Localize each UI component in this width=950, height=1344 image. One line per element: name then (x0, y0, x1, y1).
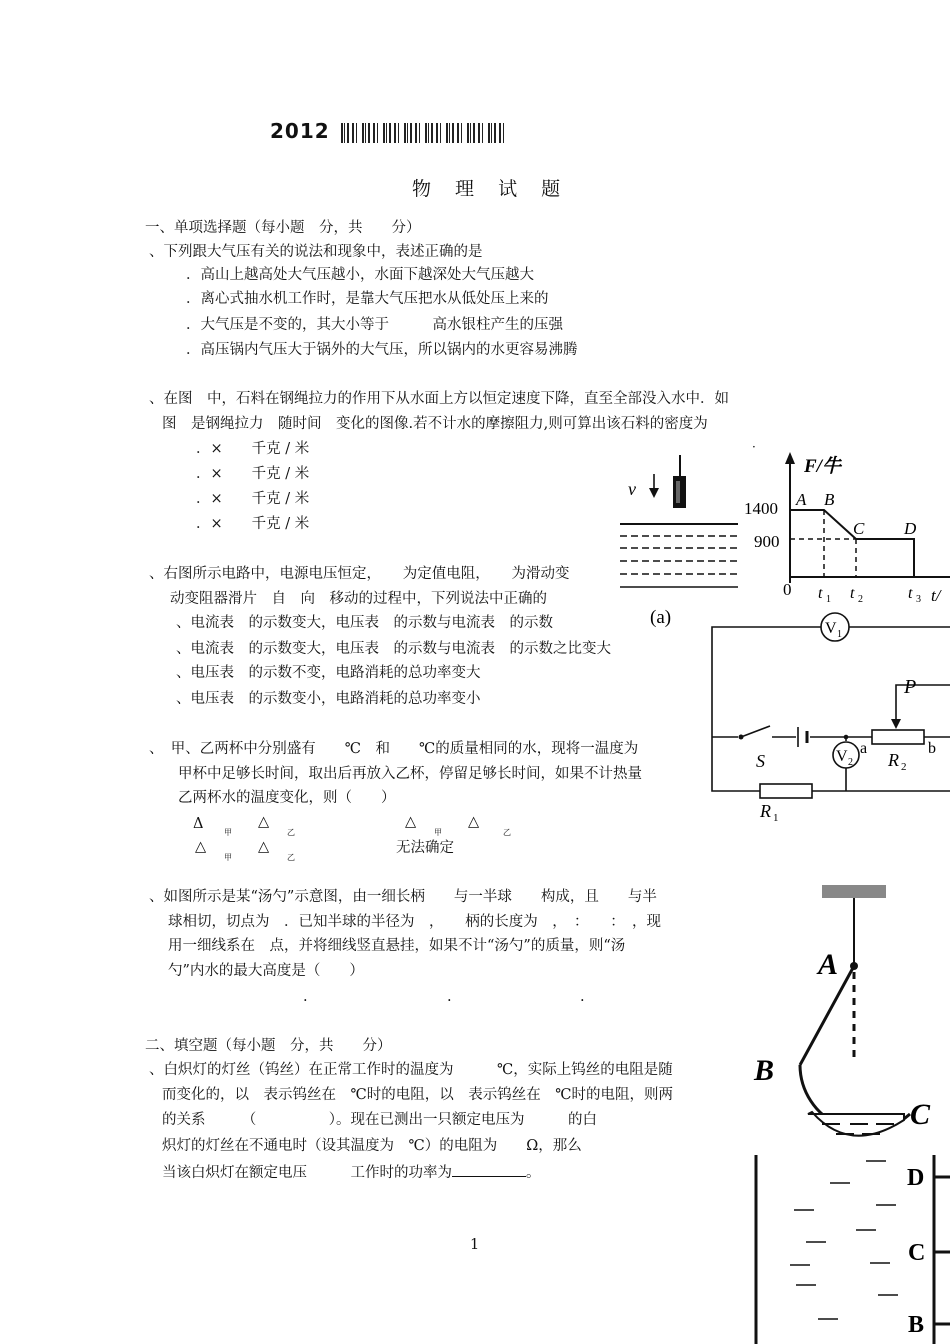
force-curve (790, 510, 914, 577)
measuring-container (750, 1155, 950, 1344)
q4-sub-yi-b: 乙 (503, 828, 511, 837)
point-c: C (853, 519, 865, 538)
resistor-r2 (872, 730, 924, 744)
section2-heading: 二、填空题（每小题 分，共 分） (145, 1038, 392, 1054)
r2-label: R (888, 750, 899, 770)
figure-b-force-graph (740, 450, 950, 610)
q4-stem-line1: 、 甲、乙两杯中分别盛有 ℃ 和 ℃的质量相同的水，现将一温度为 (149, 741, 639, 757)
q5-option-dot-b: . (447, 989, 452, 1005)
v2-label: V (836, 748, 848, 765)
terminal-a: a (860, 740, 868, 757)
q4-option-b-triangle2: △ (468, 814, 480, 830)
q6-line2: 而变化的，以 表示钨丝在 ℃时的电阻，以 表示钨丝在 ℃时的电阻，则两 (162, 1087, 673, 1103)
q6-line5 (162, 1162, 541, 1182)
switch-label: S (756, 751, 765, 771)
q2-option-b: ．× 千克 / 米 (196, 466, 310, 482)
q6-answer-blank[interactable] (452, 1162, 526, 1177)
q4-option-a-symbol: Δ (193, 816, 204, 832)
r1-label: R (760, 801, 771, 821)
switch-blade (741, 726, 770, 737)
q2-stem-line1: 、在图 中，石料在钢绳拉力的作用下从水面上方以恒定速度下降，直至全部没入水中．如 (149, 391, 729, 407)
dot-mark: · (752, 440, 756, 454)
q6-line5-text: 当该白炽灯在额定电压 工作时的功率为 (162, 1165, 452, 1181)
q4-sub-jia-b: 甲 (434, 828, 442, 837)
q2-option-c: ．× 千克 / 米 (196, 491, 310, 507)
t2-label: t (850, 585, 855, 602)
q4-sub-jia-c: 甲 (224, 853, 232, 862)
f-axis-arrow (785, 452, 795, 464)
junction-v2 (844, 735, 849, 740)
v1-sub: 1 (837, 629, 842, 640)
wire-outer (712, 627, 950, 791)
q1-option-d: ．高压锅内气压大于锅外的大气压，所以锅内的水更容易沸腾 (186, 342, 578, 358)
q4-option-c-triangle2: △ (258, 839, 270, 855)
q5-option-dot-c: . (580, 989, 585, 1005)
stone-shade (676, 481, 680, 503)
t3-label: t (908, 585, 913, 602)
slider-arrow (891, 719, 901, 729)
q1-option-b: ．离心式抽水机工作时，是靠大气压把水从低处压上来的 (186, 291, 549, 307)
q6-line4: 炽灯的灯丝在不通电时（设其温度为 ℃）的电阻为 Ω，那么 (162, 1138, 582, 1154)
scale-label-c: C (908, 1240, 926, 1266)
q4-option-d: 无法确定 (396, 840, 454, 856)
q6-line5-end: 。 (526, 1165, 541, 1181)
t-axis-label: t/ (931, 586, 941, 605)
q5-stem-line1: 、如图所示是某“汤勺”示意图，由一细长柄 与一半球 构成，且 与半 (149, 889, 657, 905)
q3-option-b: 、电流表 的示数变大，电压表 的示数与电流表 的示数之比变大 (176, 641, 611, 657)
spoon-label-b: B (754, 1054, 775, 1087)
q4-option-a-triangle: △ (258, 814, 270, 830)
exam-title (270, 119, 506, 143)
t1-label: t (818, 585, 823, 602)
q3-option-d: 、电压表 的示数变小，电路消耗的总功率变小 (176, 691, 481, 707)
point-a: A (796, 490, 807, 509)
exam-title-text: 2012 (270, 119, 338, 143)
q4-option-b-triangle1: △ (405, 814, 417, 830)
y-tick-1400: 1400 (744, 499, 778, 518)
q1-option-a: ．高山上越高处大气压越小，水面下越深处大气压越大 (186, 267, 534, 283)
spoon-diagram (750, 880, 950, 1158)
q2-stem-line2: 图 是钢绳拉力 随时间 变化的图像.若不计水的摩擦阻力,则可算出该石料的密度为 (162, 416, 708, 432)
spoon-label-c: C (910, 1098, 931, 1131)
subject-title: 物 理 试 题 (412, 178, 570, 200)
origin-label: 0 (783, 580, 792, 599)
t3-sub: 3 (916, 594, 921, 605)
circuit-diagram (700, 605, 950, 827)
page-number: 1 (470, 1237, 480, 1253)
q4-sub-jia-a: 甲 (224, 828, 232, 837)
y-tick-900: 900 (754, 532, 780, 551)
scale-label-b: B (908, 1312, 925, 1338)
terminal-b: b (928, 740, 936, 757)
r1-sub: 1 (773, 812, 779, 824)
scale-label-d: D (907, 1165, 925, 1191)
section1-heading: 一、单项选择题（每小题 分，共 分） (145, 220, 421, 236)
q3-stem-line1: 、右图所示电路中，电源电压恒定， 为定值电阻， 为滑动变 (149, 566, 570, 582)
resistor-r1 (760, 784, 812, 798)
q3-stem-line2: 动变阻器滑片 自 向 移动的过程中，下列说法中正确的 (170, 591, 547, 607)
figure-a-caption: (a) (650, 607, 672, 628)
q4-sub-yi-c: 乙 (287, 853, 295, 862)
q5-option-dot-a: . (303, 989, 308, 1005)
spoon-label-a: A (818, 948, 839, 981)
q5-stem-line2: 球相切，切点为 ．已知半球的半径为 ， 柄的长度为 ， ： ： ，现 (168, 914, 661, 930)
q2-option-a: ．× 千克 / 米 (196, 441, 310, 457)
q4-sub-yi-a: 乙 (287, 828, 295, 837)
point-b: B (824, 490, 835, 509)
q5-stem-line4: 勺”内水的最大高度是（ ） (168, 963, 364, 979)
ceiling-mount (822, 885, 886, 898)
q3-option-c: 、电压表 的示数不变，电路消耗的总功率变大 (176, 665, 481, 681)
q5-stem-line3: 用一细线系在 点，并将细线竖直悬挂，如果不计“汤勺”的质量，则“汤 (168, 938, 626, 954)
q3-option-a: 、电流表 的示数变大，电压表 的示数与电流表 的示数 (176, 615, 553, 631)
q1-stem: 、下列跟大气压有关的说法和现象中，表述正确的是 (149, 244, 483, 260)
point-d: D (904, 519, 917, 538)
velocity-arrow-head (649, 488, 659, 498)
exam-title-garbled (338, 123, 506, 143)
r2-sub: 2 (901, 761, 907, 773)
q2-option-d: ．× 千克 / 米 (196, 516, 310, 532)
f-axis-label: F/牛 (804, 456, 841, 477)
q4-stem-line2: 甲杯中足够长时间，取出后再放入乙杯，停留足够长时间，如果不计热量 (178, 766, 642, 782)
q4-stem-line3: 乙两杯水的温度变化，则（ ） (178, 790, 396, 806)
v2-sub: 2 (848, 757, 853, 768)
velocity-label: v (628, 479, 636, 499)
slider-p-label: P (904, 676, 917, 698)
q6-line1: 、白炽灯的灯丝（钨丝）在正常工作时的温度为 ℃，实际上钨丝的电阻是随 (149, 1062, 673, 1078)
t1-sub: 1 (826, 594, 831, 605)
figure-a-stone-water (614, 445, 744, 630)
q4-option-c-triangle1: △ (195, 839, 207, 855)
v1-label: V (825, 620, 837, 637)
q6-line3: 的关系 （ ）。现在已测出一只额定电压为 的白 (162, 1112, 597, 1128)
q1-option-c: ．大气压是不变的，其大小等于 高水银柱产生的压强 (186, 317, 563, 333)
t2-sub: 2 (858, 594, 863, 605)
